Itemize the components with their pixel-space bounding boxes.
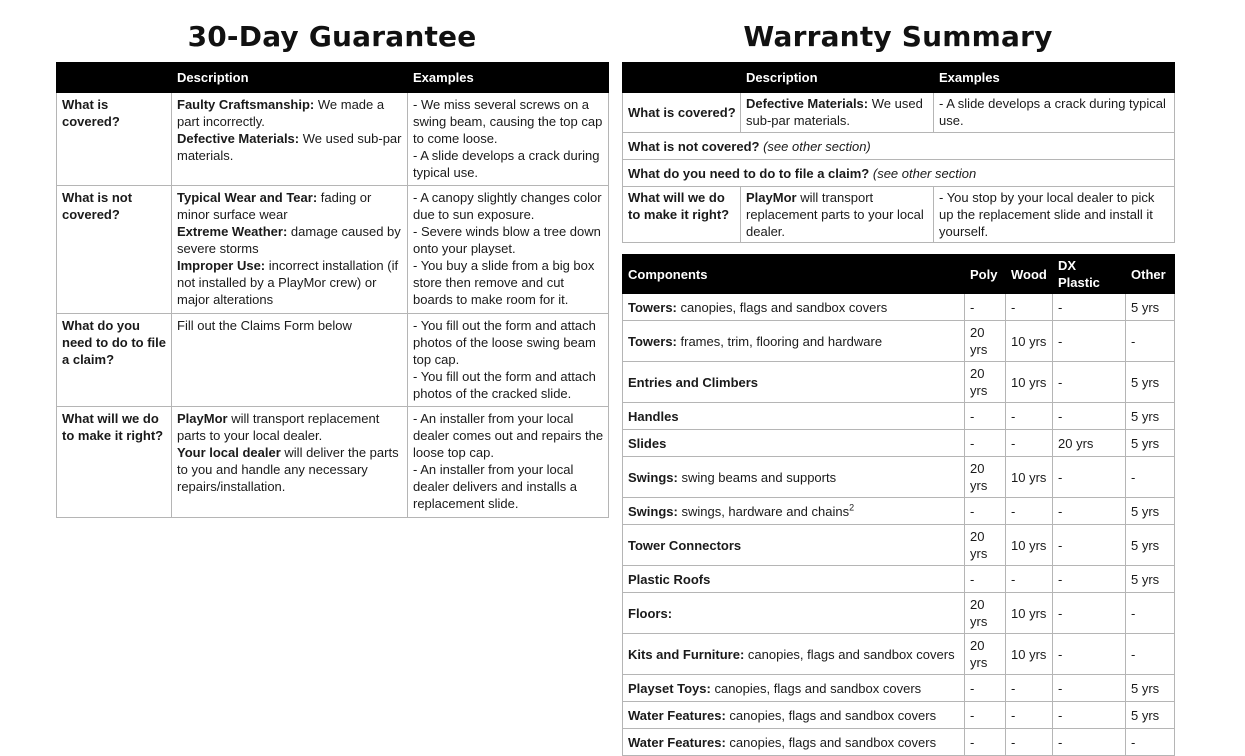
header-dx-plastic: DX Plastic xyxy=(1053,255,1126,294)
row-label: What do you need to do to file a claim? xyxy=(57,314,172,407)
poly-cell: 20 yrs xyxy=(965,634,1006,675)
table-row xyxy=(623,93,1175,133)
wood-cell: 10 yrs xyxy=(1006,525,1053,566)
table-row xyxy=(623,675,1175,702)
other-cell: - xyxy=(1126,634,1175,675)
wood-cell: 10 yrs xyxy=(1006,593,1053,634)
description-cell xyxy=(172,186,408,314)
table-row xyxy=(623,498,1175,525)
wood-cell: 10 yrs xyxy=(1006,362,1053,403)
dx-plastic-cell: - xyxy=(1053,403,1126,430)
example-line: - An installer from your local dealer delivers and installs a replacement slide. xyxy=(413,462,578,511)
table-row xyxy=(623,729,1175,756)
poly-cell: - xyxy=(965,675,1006,702)
dx-plastic-cell: - xyxy=(1053,634,1126,675)
header-description: Description xyxy=(741,63,934,93)
poly-cell: - xyxy=(965,566,1006,593)
table-row xyxy=(623,362,1175,403)
table-row xyxy=(623,457,1175,498)
wood-cell: - xyxy=(1006,294,1053,321)
wood-cell: - xyxy=(1006,430,1053,457)
description-line: Improper Use: incorrect installation (if not installed by a PlayMor crew) or major alterations xyxy=(177,258,399,307)
table-row xyxy=(623,430,1175,457)
example-line: - You buy a slide from a big box store then remove and cut boards to make room for it. xyxy=(413,258,595,307)
poly-cell: 20 yrs xyxy=(965,321,1006,362)
dx-plastic-cell: - xyxy=(1053,566,1126,593)
table-row xyxy=(623,702,1175,729)
dx-plastic-cell: - xyxy=(1053,498,1126,525)
wood-cell: - xyxy=(1006,498,1053,525)
warranty-table xyxy=(622,62,1175,243)
component-name-cell: Slides xyxy=(623,430,965,457)
other-cell: 5 yrs xyxy=(1126,525,1175,566)
merged-row-cell: What is not covered? (see other section) xyxy=(623,133,1175,160)
other-cell: - xyxy=(1126,457,1175,498)
dx-plastic-cell: - xyxy=(1053,729,1126,756)
header-examples: Examples xyxy=(408,63,609,93)
row-label: What is covered? xyxy=(57,93,172,186)
poly-cell: 20 yrs xyxy=(965,457,1006,498)
dx-plastic-cell: - xyxy=(1053,593,1126,634)
table-row xyxy=(57,186,609,314)
examples-cell xyxy=(408,314,609,407)
header-other: Other xyxy=(1126,255,1175,294)
poly-cell: - xyxy=(965,430,1006,457)
component-name-cell: Water Features: canopies, flags and sandbox covers xyxy=(623,702,965,729)
description-line: Your local dealer will deliver the parts to you and handle any necessary repairs/installation. xyxy=(177,445,399,494)
table-row xyxy=(623,294,1175,321)
poly-cell: 20 yrs xyxy=(965,593,1006,634)
wood-cell: - xyxy=(1006,729,1053,756)
component-name-cell: Entries and Climbers xyxy=(623,362,965,403)
dx-plastic-cell: - xyxy=(1053,702,1126,729)
wood-cell: - xyxy=(1006,403,1053,430)
dx-plastic-cell: - xyxy=(1053,675,1126,702)
table-row xyxy=(623,133,1175,160)
component-name-cell: Plastic Roofs xyxy=(623,566,965,593)
other-cell: 5 yrs xyxy=(1126,675,1175,702)
table-row xyxy=(623,321,1175,362)
table-row xyxy=(623,187,1175,243)
other-cell: 5 yrs xyxy=(1126,566,1175,593)
table-row xyxy=(57,314,609,407)
example-line: - A canopy slightly changes color due to sun exposure. xyxy=(413,190,602,222)
header-poly: Poly xyxy=(965,255,1006,294)
example-line: - You fill out the form and attach photos of the cracked slide. xyxy=(413,369,596,401)
description-cell xyxy=(172,93,408,186)
header-empty xyxy=(623,63,741,93)
component-name-cell: Swings: swing beams and supports xyxy=(623,457,965,498)
wood-cell: 10 yrs xyxy=(1006,457,1053,498)
component-name-cell: Playset Toys: canopies, flags and sandbox covers xyxy=(623,675,965,702)
header-wood: Wood xyxy=(1006,255,1053,294)
wood-cell: - xyxy=(1006,566,1053,593)
header-description: Description xyxy=(172,63,408,93)
merged-row-cell: What do you need to do to file a claim? (see other section xyxy=(623,160,1175,187)
example-line: - We miss several screws on a swing beam, causing the top cap to come loose. xyxy=(413,97,603,146)
other-cell: 5 yrs xyxy=(1126,430,1175,457)
other-cell: 5 yrs xyxy=(1126,403,1175,430)
description-line: Faulty Craftsmanship: We made a part incorrectly. xyxy=(177,97,385,129)
description-line: PlayMor will transport replacement parts to your local dealer. xyxy=(177,411,380,443)
component-name-cell: Towers: frames, trim, flooring and hardware xyxy=(623,321,965,362)
other-cell: - xyxy=(1126,593,1175,634)
dx-plastic-cell: - xyxy=(1053,457,1126,498)
component-name-cell: Water Features: canopies, flags and sandbox covers xyxy=(623,729,965,756)
warranty-header-row xyxy=(623,63,1175,93)
examples-cell xyxy=(408,93,609,186)
table-row xyxy=(623,525,1175,566)
examples-cell xyxy=(408,407,609,518)
row-label: What is not covered? xyxy=(57,186,172,314)
component-name-cell: Kits and Furniture: canopies, flags and sandbox covers xyxy=(623,634,965,675)
examples-cell: - A slide develops a crack during typical use. xyxy=(934,93,1175,133)
dx-plastic-cell: - xyxy=(1053,362,1126,403)
row-label: What is covered? xyxy=(623,93,741,133)
poly-cell: - xyxy=(965,729,1006,756)
example-line: - You fill out the form and attach photos of the loose swing beam top cap. xyxy=(413,318,596,367)
wood-cell: - xyxy=(1006,702,1053,729)
other-cell: 5 yrs xyxy=(1126,362,1175,403)
table-row xyxy=(623,403,1175,430)
header-empty xyxy=(57,63,172,93)
example-line: - An installer from your local dealer comes out and repairs the loose top cap. xyxy=(413,411,604,460)
poly-cell: - xyxy=(965,498,1006,525)
table-row xyxy=(623,566,1175,593)
description-line: Fill out the Claims Form below xyxy=(177,318,352,333)
examples-cell: - You stop by your local dealer to pick up the replacement slide and install it yourself. xyxy=(934,187,1175,243)
table-row xyxy=(623,593,1175,634)
poly-cell: - xyxy=(965,403,1006,430)
poly-cell: - xyxy=(965,702,1006,729)
dx-plastic-cell: 20 yrs xyxy=(1053,430,1126,457)
other-cell: 5 yrs xyxy=(1126,498,1175,525)
component-name-cell: Floors: xyxy=(623,593,965,634)
components-table xyxy=(622,254,1175,756)
description-cell: Defective Materials: We used sub-par materials. xyxy=(741,93,934,133)
wood-cell: - xyxy=(1006,675,1053,702)
row-label: What will we do to make it right? xyxy=(623,187,741,243)
example-line: - Severe winds blow a tree down onto your playset. xyxy=(413,224,601,256)
other-cell: - xyxy=(1126,729,1175,756)
poly-cell: - xyxy=(965,294,1006,321)
wood-cell: 10 yrs xyxy=(1006,634,1053,675)
components-header-row xyxy=(623,255,1175,294)
description-cell xyxy=(172,407,408,518)
table-row xyxy=(57,93,609,186)
table-row xyxy=(57,407,609,518)
description-line: Defective Materials: We used sub-par materials. xyxy=(177,131,402,163)
row-label: What will we do to make it right? xyxy=(57,407,172,518)
guarantee-table xyxy=(56,62,609,518)
examples-cell xyxy=(408,186,609,314)
warranty-title: Warranty Summary xyxy=(743,20,1053,53)
other-cell: - xyxy=(1126,321,1175,362)
guarantee-title: 30-Day Guarantee xyxy=(187,20,477,53)
wood-cell: 10 yrs xyxy=(1006,321,1053,362)
description-cell xyxy=(172,314,408,407)
description-line: Typical Wear and Tear: fading or minor surface wear xyxy=(177,190,372,222)
component-name-cell: Towers: canopies, flags and sandbox covers xyxy=(623,294,965,321)
dx-plastic-cell: - xyxy=(1053,321,1126,362)
other-cell: 5 yrs xyxy=(1126,294,1175,321)
table-row xyxy=(623,634,1175,675)
description-cell: PlayMor will transport replacement parts to your local dealer. xyxy=(741,187,934,243)
poly-cell: 20 yrs xyxy=(965,362,1006,403)
poly-cell: 20 yrs xyxy=(965,525,1006,566)
component-name-cell: Swings: swings, hardware and chains$^2$ xyxy=(623,498,965,525)
other-cell: 5 yrs xyxy=(1126,702,1175,729)
header-components: Components xyxy=(623,255,965,294)
example-line: - A slide develops a crack during typical use. xyxy=(413,148,600,180)
component-name-cell: Handles xyxy=(623,403,965,430)
header-examples: Examples xyxy=(934,63,1175,93)
description-line: Extreme Weather: damage caused by severe storms xyxy=(177,224,401,256)
table-row xyxy=(623,160,1175,187)
dx-plastic-cell: - xyxy=(1053,525,1126,566)
dx-plastic-cell: - xyxy=(1053,294,1126,321)
component-name-cell: Tower Connectors xyxy=(623,525,965,566)
guarantee-header-row xyxy=(57,63,609,93)
